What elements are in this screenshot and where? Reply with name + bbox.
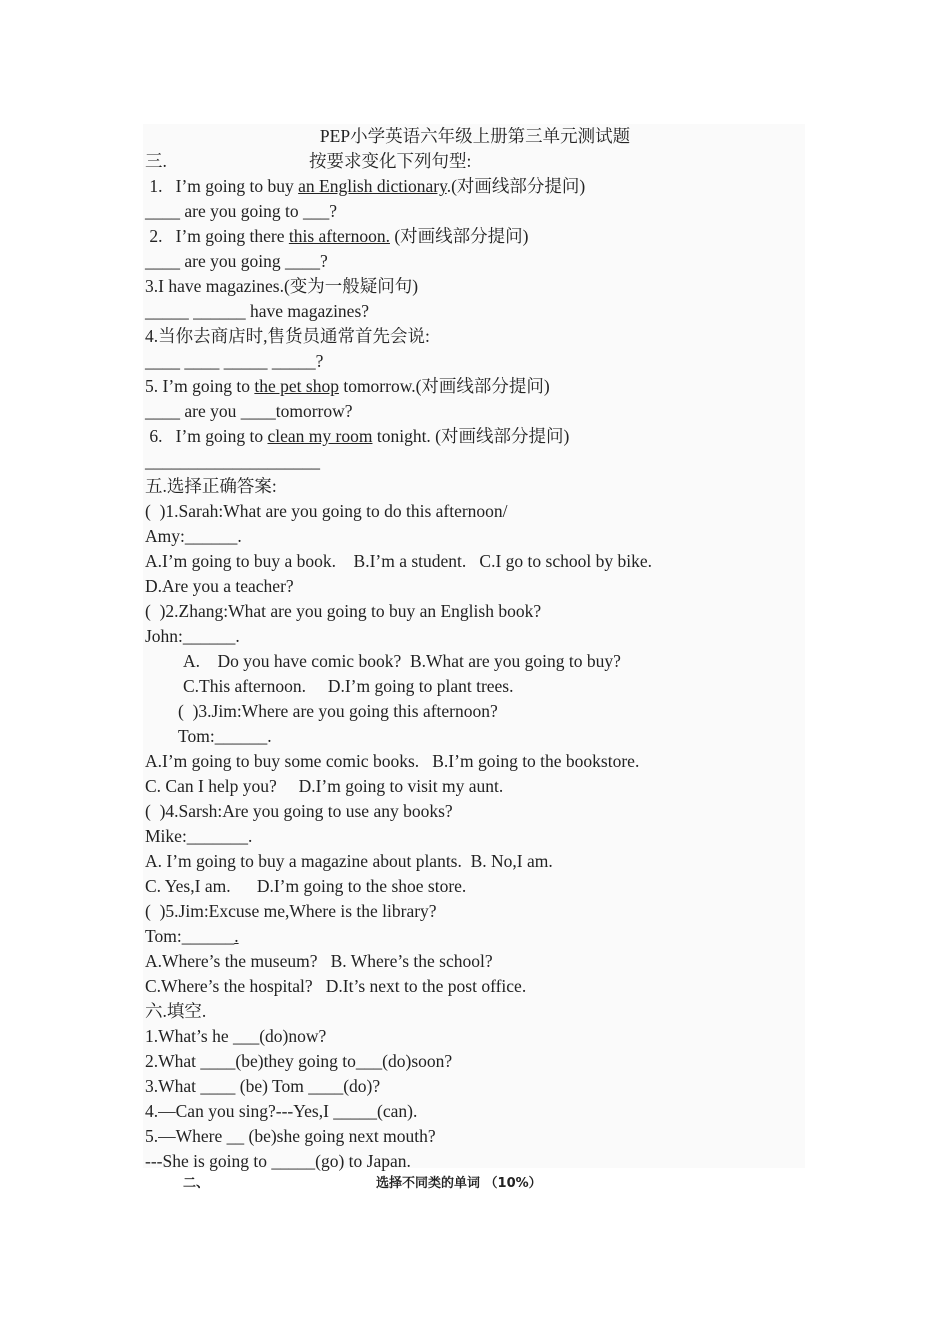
question-line: 2. I’m going there this afternoon. (对画线部分提问)	[145, 226, 529, 246]
fill-in-line: 3.What ____ (be) Tom ____(do)?	[145, 1076, 381, 1096]
answer-line: Tom:______.	[145, 926, 239, 946]
section-six-heading: 六.填空.	[145, 1001, 207, 1021]
fill-in-line: 1.What’s he ___(do)now?	[145, 1026, 327, 1046]
question-line: 5. I’m going to the pet shop tomorrow.(对画线部分提问)	[145, 376, 550, 396]
question-line: ( )1.Sarah:What are you going to do this afternoon/	[145, 501, 508, 521]
options-line: A.I’m going to buy a book. B.I’m a student. C.I go to school by bike.	[145, 551, 652, 571]
fill-in-line: 4.—Can you sing?---Yes,I _____(can).	[145, 1101, 418, 1121]
section-instruction: 选择不同类的单词 （10%）	[376, 1176, 542, 1191]
section-three-heading	[145, 149, 472, 174]
answer-line: Mike:_______.	[145, 826, 253, 846]
answer-line: ____ are you going to ___?	[145, 201, 337, 221]
fill-in-line: 5.—Where __ (be)she going next mouth?	[145, 1126, 436, 1146]
answer-line: ____ ____ _____ _____?	[145, 351, 324, 371]
answer-line: ____ are you going ____?	[145, 251, 328, 271]
page-title: PEP小学英语六年级上册第三单元测试题	[319, 126, 631, 146]
section-number: 三.	[145, 151, 167, 171]
options-line: C.Where’s the hospital? D.It’s next to the post office.	[145, 976, 527, 996]
options-line: C. Can I help you? D.I’m going to visit my aunt.	[145, 776, 504, 796]
options-line: A.I’m going to buy some comic books. B.I’m going to the bookstore.	[145, 751, 640, 771]
underlined-phrase: an English dictionary	[298, 176, 447, 196]
question-line: 1. I’m going to buy an English dictionary.(对画线部分提问)	[145, 176, 586, 196]
options-line: C.This afternoon. D.I’m going to plant trees.	[183, 676, 514, 696]
answer-line: ____________________	[145, 451, 320, 471]
answer-line: Tom:______.	[178, 726, 272, 746]
answer-line: ____ are you ____tomorrow?	[145, 401, 353, 421]
options-line: D.Are you a teacher?	[145, 576, 294, 596]
question-line: 3.I have magazines.(变为一般疑问句)	[145, 276, 419, 296]
section-number: 二、	[183, 1176, 210, 1191]
answer-line: Amy:______.	[145, 526, 242, 546]
underlined-phrase: clean my room	[267, 426, 373, 446]
question-line: 4.当你去商店时,售货员通常首先会说:	[145, 326, 430, 346]
question-line: ( )3.Jim:Where are you going this afternoon?	[178, 701, 498, 721]
underlined-phrase: the pet shop	[254, 376, 339, 396]
options-line: C. Yes,I am. D.I’m going to the shoe store.	[145, 876, 467, 896]
fill-in-line: 2.What ____(be)they going to___(do)soon?	[145, 1051, 453, 1071]
question-line: ( )2.Zhang:What are you going to buy an English book?	[145, 601, 542, 621]
options-line: A.Where’s the museum? B. Where’s the school?	[145, 951, 493, 971]
fill-in-line: ---She is going to _____(go) to Japan.	[145, 1151, 411, 1171]
question-line: ( )5.Jim:Excuse me,Where is the library?	[145, 901, 437, 921]
section-five-heading: 五.选择正确答案:	[145, 476, 277, 496]
options-line: A. I’m going to buy a magazine about plants. B. No,I am.	[145, 851, 553, 871]
question-line: 6. I’m going to clean my room tonight. (对画线部分提问)	[145, 426, 570, 446]
answer-line: John:______.	[145, 626, 240, 646]
question-line: ( )4.Sarsh:Are you going to use any books?	[145, 801, 453, 821]
options-line: A. Do you have comic book? B.What are you going to buy?	[183, 651, 621, 671]
answer-line: _____ ______ have magazines?	[145, 301, 370, 321]
underlined-phrase: this afternoon.	[288, 226, 390, 246]
section-instruction: 按要求变化下列句型:	[309, 151, 472, 171]
